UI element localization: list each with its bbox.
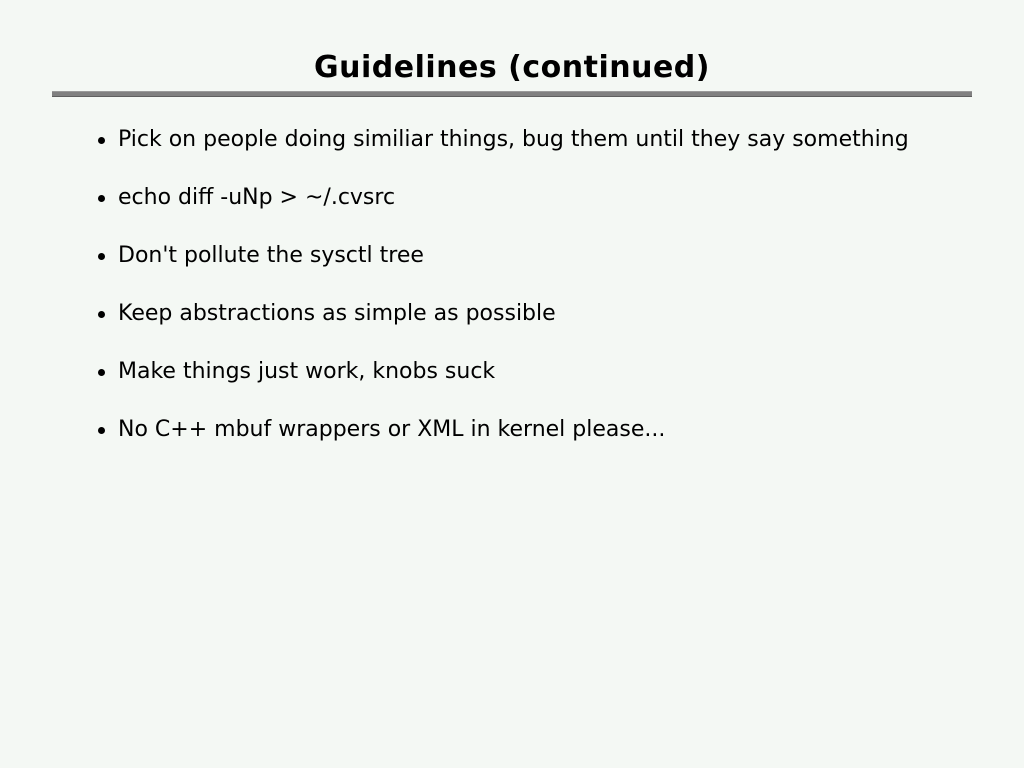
bullet-list [92,126,992,474]
bullet-dot-icon [98,137,105,144]
list-item-label: echo diff -uNp > ~/.cvsrc [118,185,396,210]
list-item-label: Pick on people doing similiar things, bug them until they say something [118,127,909,152]
bullet-dot-icon [98,195,105,202]
list-item-label: Don't pollute the sysctl tree [118,243,424,268]
bullet-dot-icon [98,311,105,318]
list-item [92,184,992,212]
list-item [92,358,992,386]
list-item-label: No C++ mbuf wrappers or XML in kernel please... [118,417,666,442]
list-item-label: Keep abstractions as simple as possible [118,301,556,326]
bullet-dot-icon [98,253,105,260]
title-divider [52,91,972,97]
list-item [92,242,992,270]
list-item [92,416,992,444]
list-item [92,300,992,328]
bullet-dot-icon [98,369,105,376]
bullet-dot-icon [98,427,105,434]
page-title: Guidelines (continued) [314,50,710,85]
list-item-label: Make things just work, knobs suck [118,359,496,384]
list-item [92,126,992,154]
